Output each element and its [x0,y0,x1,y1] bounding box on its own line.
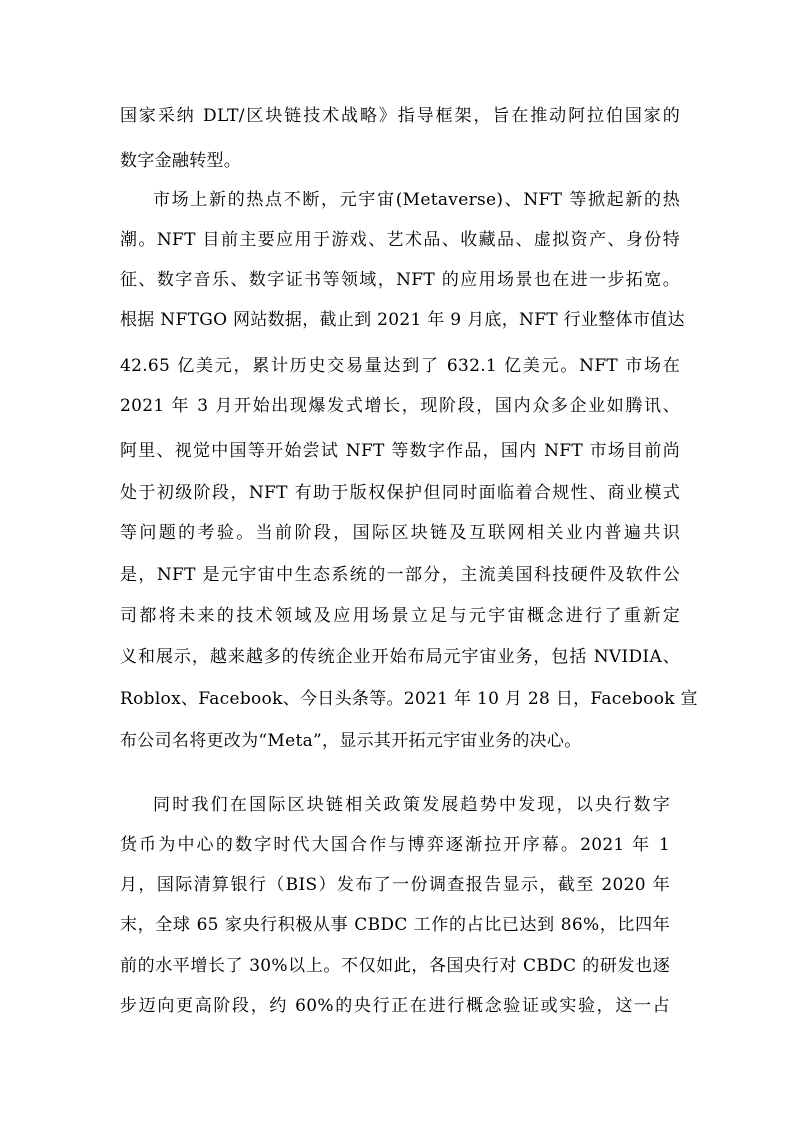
paragraph-1-line-2: 数字金融转型。 [120,151,242,171]
paragraph-3-line-3: 月，国际清算银行（BIS）发布了一份调查报告显示，截至 2020 年 [120,875,670,895]
paragraph-3-line-6: 步迈向更高阶段，约 60%的央行正在进行概念验证或实验，这一占 [120,996,670,1016]
paragraph-2-line-8: 处于初级阶段，NFT 有助于版权保护但同时面临着合规性、商业模式 [120,483,680,503]
paragraph-2-line-10: 是，NFT 是元宇宙中生态系统的一部分，主流美国科技硬件及软件公 [120,565,680,585]
paragraph-2-line-1: 市场上新的热点不断，元宇宙(Metaverse)、NFT 等掀起新的热 [153,190,680,210]
paragraph-1-line-1: 国家采纳 DLT/区块链技术战略》指导框架，旨在推动阿拉伯国家的 [120,106,680,126]
paragraph-2-line-9: 等问题的考验。当前阶段，国际区块链及互联网相关业内普遍共识 [120,523,680,543]
paragraph-2-line-13: Roblox、Facebook、今日头条等。2021 年 10 月 28 日，Facebook 宣 [120,689,698,709]
paragraph-2-line-4: 根据 NFTGO 网站数据，截止到 2021 年 9 月底，NFT 行业整体市值达 [120,310,685,330]
paragraph-2-line-6: 2021 年 3 月开始出现爆发式增长，现阶段，国内众多企业如腾讯、 [120,396,680,416]
paragraph-2-line-11: 司都将未来的技术领域及应用场景立足与元宇宙概念进行了重新定 [120,606,680,626]
paragraph-2-line-12: 义和展示，越来越多的传统企业开始布局元宇宙业务，包括 NVIDIA、 [120,647,680,667]
paragraph-3-line-4: 末，全球 65 家央行积极从事 CBDC 工作的占比已达到 86%，比四年 [120,915,670,935]
paragraph-2-line-5: 42.65 亿美元，累计历史交易量达到了 632.1 亿美元。NFT 市场在 [120,356,680,376]
paragraph-3-line-2: 货币为中心的数字时代大国合作与博弈逐渐拉开序幕。2021 年 1 [120,835,670,855]
paragraph-2-line-7: 阿里、视觉中国等开始尝试 NFT 等数字作品，国内 NFT 市场目前尚 [120,441,680,461]
paragraph-2-line-3: 征、数字音乐、数字证书等领域，NFT 的应用场景也在进一步拓宽。 [120,270,680,290]
paragraph-2-line-14: 布公司名将更改为“Meta”，显示其开拓元宇宙业务的决心。 [120,731,582,751]
paragraph-3-line-5: 前的水平增长了 30%以上。不仅如此，各国央行对 CBDC 的研发也逐 [120,956,670,976]
paragraph-2-line-2: 潮。NFT 目前主要应用于游戏、艺术品、收藏品、虚拟资产、身份特 [120,230,680,250]
paragraph-3-line-1: 同时我们在国际区块链相关政策发展趋势中发现，以央行数字 [153,795,670,815]
